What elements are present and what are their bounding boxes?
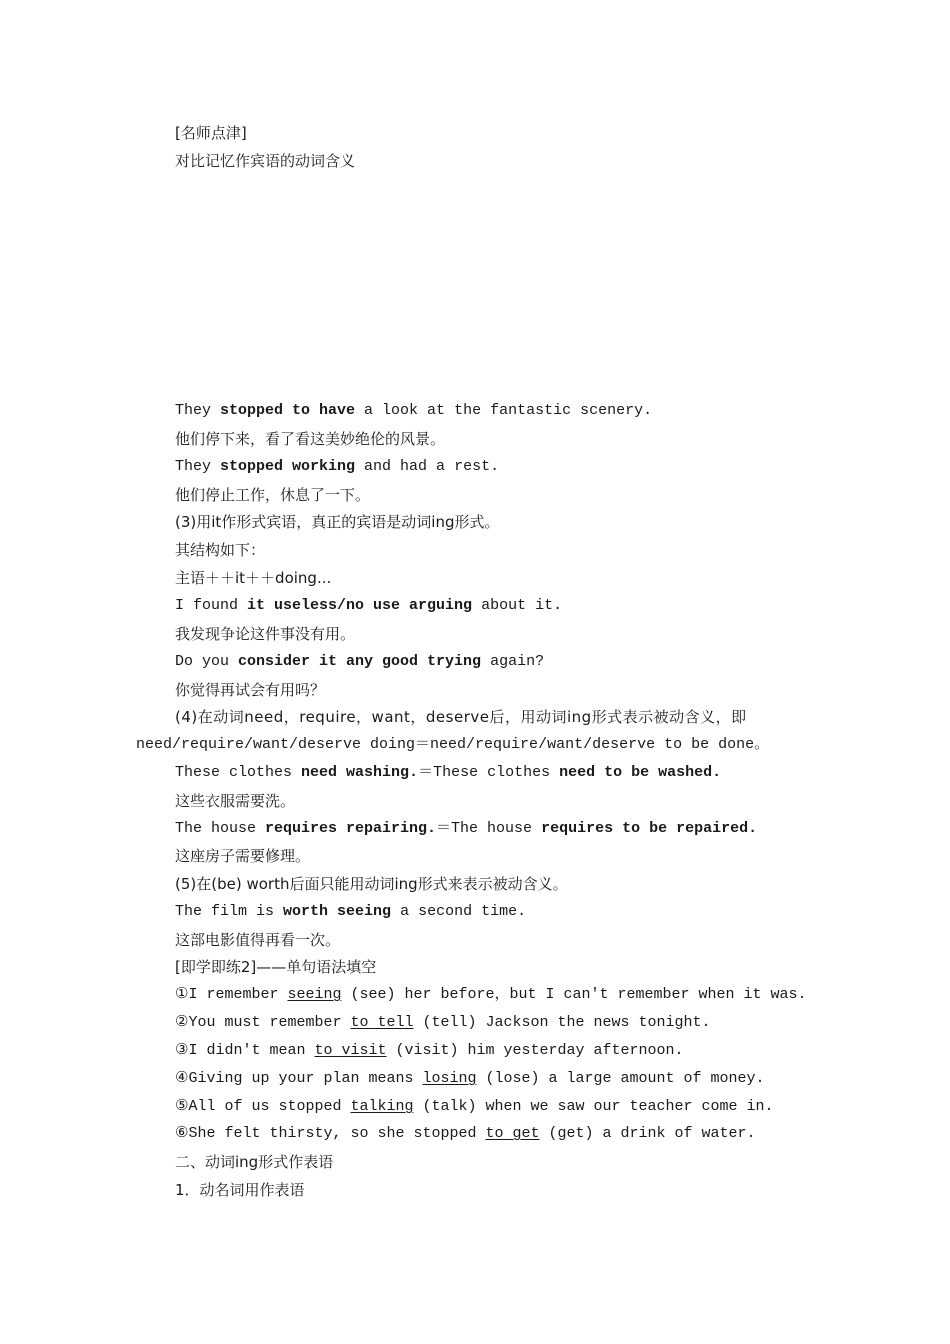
- example-translation: 他们停下来，看了看这美妙绝伦的风景。: [175, 430, 446, 448]
- practice-item: ②You must remember to tell (tell) Jackson the news tonight.: [175, 1014, 711, 1031]
- answer-blank: to visit: [314, 1042, 387, 1059]
- rule-3-title: (3)用it作形式宾语，真正的宾语是动词ing形式。: [175, 513, 500, 531]
- practice-item: ④Giving up your plan means losing (lose) a large amount of money.: [175, 1070, 765, 1087]
- structure-formula: 主语＋＋it＋＋doing...: [175, 569, 332, 587]
- example-translation: 他们停止工作，休息了一下。: [175, 486, 371, 504]
- practice-item: ⑤All of us stopped talking (talk) when we saw our teacher come in.: [175, 1098, 774, 1115]
- answer-blank: seeing: [287, 986, 342, 1003]
- practice-item: ①I remember seeing (see) her before，but I can't remember when it was.: [175, 986, 807, 1003]
- example-sentence: They stopped to have a look at the fantastic scenery.: [175, 402, 653, 419]
- example-translation: 你觉得再试会有用吗？: [175, 681, 326, 699]
- answer-blank: to tell: [350, 1014, 414, 1031]
- structure-intro: 其结构如下：: [175, 541, 266, 559]
- section-2-title: 二、动词ing形式作表语: [175, 1153, 334, 1171]
- rule-5-title: (5)在(be) worth后面只能用动词ing形式来表示被动含义。: [175, 875, 568, 893]
- answer-blank: talking: [350, 1098, 414, 1115]
- example-sentence: They stopped working and had a rest.: [175, 458, 500, 475]
- example-sentence: I found it useless/no use arguing about it.: [175, 597, 563, 614]
- practice-item: ③I didn't mean to visit (visit) him yesterday afternoon.: [175, 1042, 684, 1059]
- section-2-subtitle: 1．动名词用作表语: [175, 1181, 305, 1199]
- rule-4-title: (4)在动词need，require，want，deserve后，用动词ing形式表示被动含义，即: [175, 708, 747, 726]
- example-sentence: Do you consider it any good trying again?: [175, 653, 545, 670]
- answer-blank: losing: [422, 1070, 477, 1087]
- example-sentence: The film is worth seeing a second time.: [175, 903, 527, 920]
- example-sentence: The house requires repairing.＝The house requires to be repaired.: [175, 820, 758, 837]
- teacher-tip-tag: [名师点津]: [175, 124, 247, 142]
- example-sentence: These clothes need washing.＝These clothes need to be washed.: [175, 764, 722, 781]
- practice-item: ⑥She felt thirsty, so she stopped to get (get) a drink of water.: [175, 1125, 756, 1142]
- section-subtitle: 对比记忆作宾语的动词含义: [175, 152, 356, 170]
- rule-4-formula: need/require/want/deserve doing＝need/require/want/deserve to be done。: [136, 736, 770, 753]
- example-translation: 这部电影值得再看一次。: [175, 931, 341, 949]
- practice-title: [即学即练2]——单句语法填空: [175, 958, 377, 976]
- example-translation: 我发现争论这件事没有用。: [175, 625, 356, 643]
- example-translation: 这座房子需要修理。: [175, 847, 311, 865]
- example-translation: 这些衣服需要洗。: [175, 792, 296, 810]
- answer-blank: to get: [485, 1125, 540, 1142]
